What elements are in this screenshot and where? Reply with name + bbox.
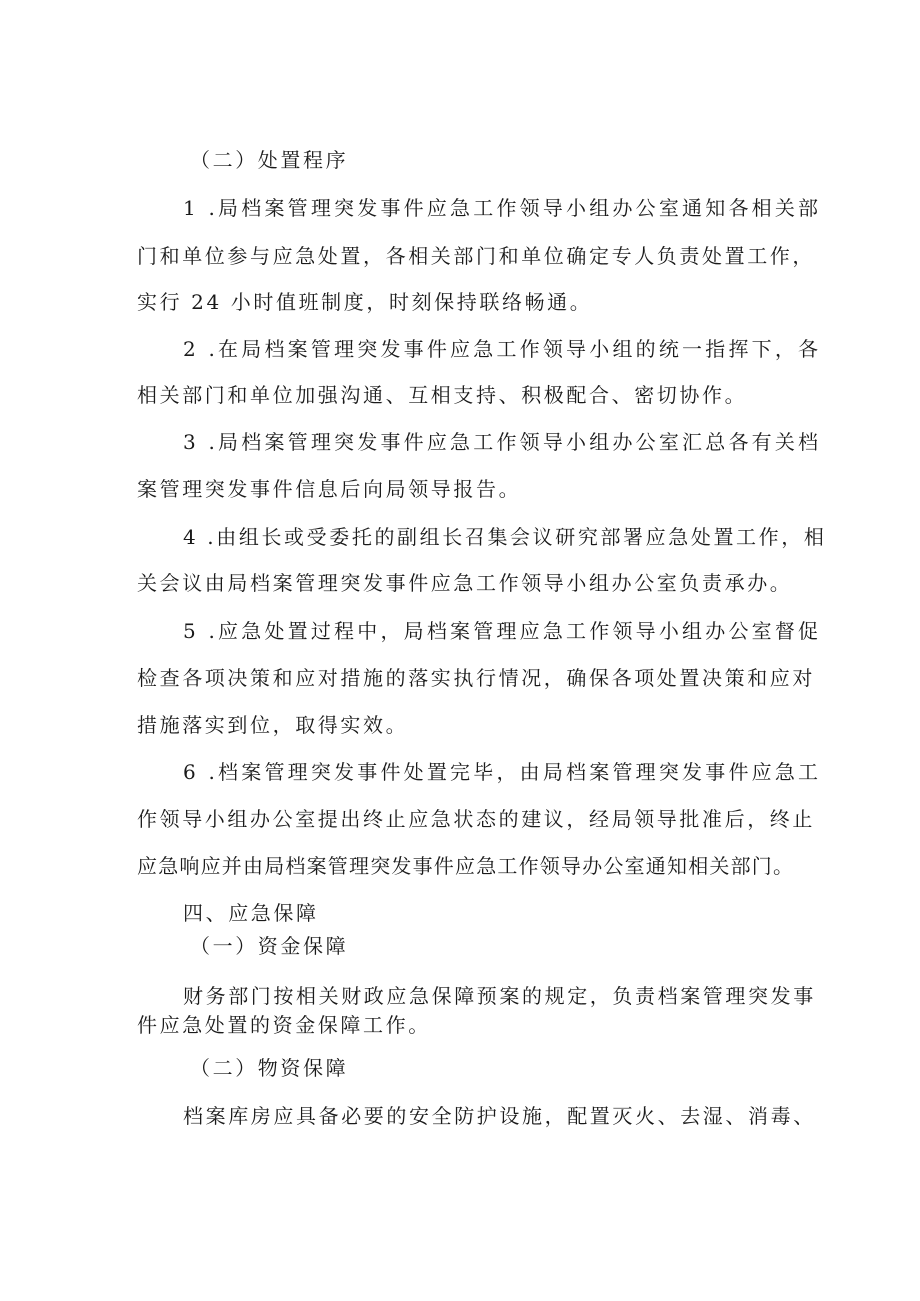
paragraph-line: 2 .在局档案管理突发事件应急工作领导小组的统一指挥下，各: [183, 337, 822, 361]
paragraph-line: 件应急处置的资金保障工作。: [137, 1013, 431, 1037]
paragraph-line: 应急响应并由局档案管理突发事件应急工作领导办公室通知相关部门。: [137, 854, 795, 878]
paragraph-line: 档案库房应具备必要的安全防护设施，配置灭火、去湿、消毒、: [183, 1104, 816, 1128]
paragraph-line: 财务部门按相关财政应急保障预案的规定，负责档案管理突发事: [183, 984, 816, 1008]
paragraph-line: 5 .应急处置过程中，局档案管理应急工作领导小组办公室督促: [183, 619, 822, 643]
paragraph-line: 4 .由组长或受委托的副组长召集会议研究部署应急处置工作，相: [183, 525, 827, 549]
paragraph-line: 6 .档案管理突发事件处置完毕，由局档案管理突发事件应急工: [183, 760, 822, 784]
paragraph-line: 案管理突发事件信息后向局领导报告。: [137, 477, 522, 501]
paragraph-line: 相关部门和单位加强沟通、互相支持、积极配合、密切协作。: [137, 383, 748, 407]
paragraph-line: 3 .局档案管理突发事件应急工作领导小组办公室汇总各有关档: [183, 430, 822, 454]
paragraph-line: 作领导小组办公室提出终止应急状态的建议，经局领导批准后，终止: [137, 807, 815, 831]
paragraph-line: 措施落实到位，取得实效。: [137, 713, 409, 737]
paragraph-line: 检查各项决策和应对措施的落实执行情况，确保各项处置决策和应对: [137, 666, 815, 690]
subheading-disposal-procedure: （二）处置程序: [190, 148, 349, 172]
paragraph-line: 实行 24 小时值班制度，时刻保持联络畅通。: [137, 290, 593, 314]
paragraph-line: 关会议由局档案管理突发事件应急工作领导小组办公室负责承办。: [137, 571, 793, 595]
subheading-funding-support: （一）资金保障: [190, 934, 349, 958]
subheading-material-support: （二）物资保障: [190, 1056, 349, 1080]
paragraph-line: 门和单位参与应急处置，各相关部门和单位确定专人负责处置工作，: [137, 244, 815, 268]
paragraph-line: 1 .局档案管理突发事件应急工作领导小组办公室通知各相关部: [183, 196, 822, 220]
section-heading-emergency-support: 四、应急保障: [183, 901, 319, 925]
